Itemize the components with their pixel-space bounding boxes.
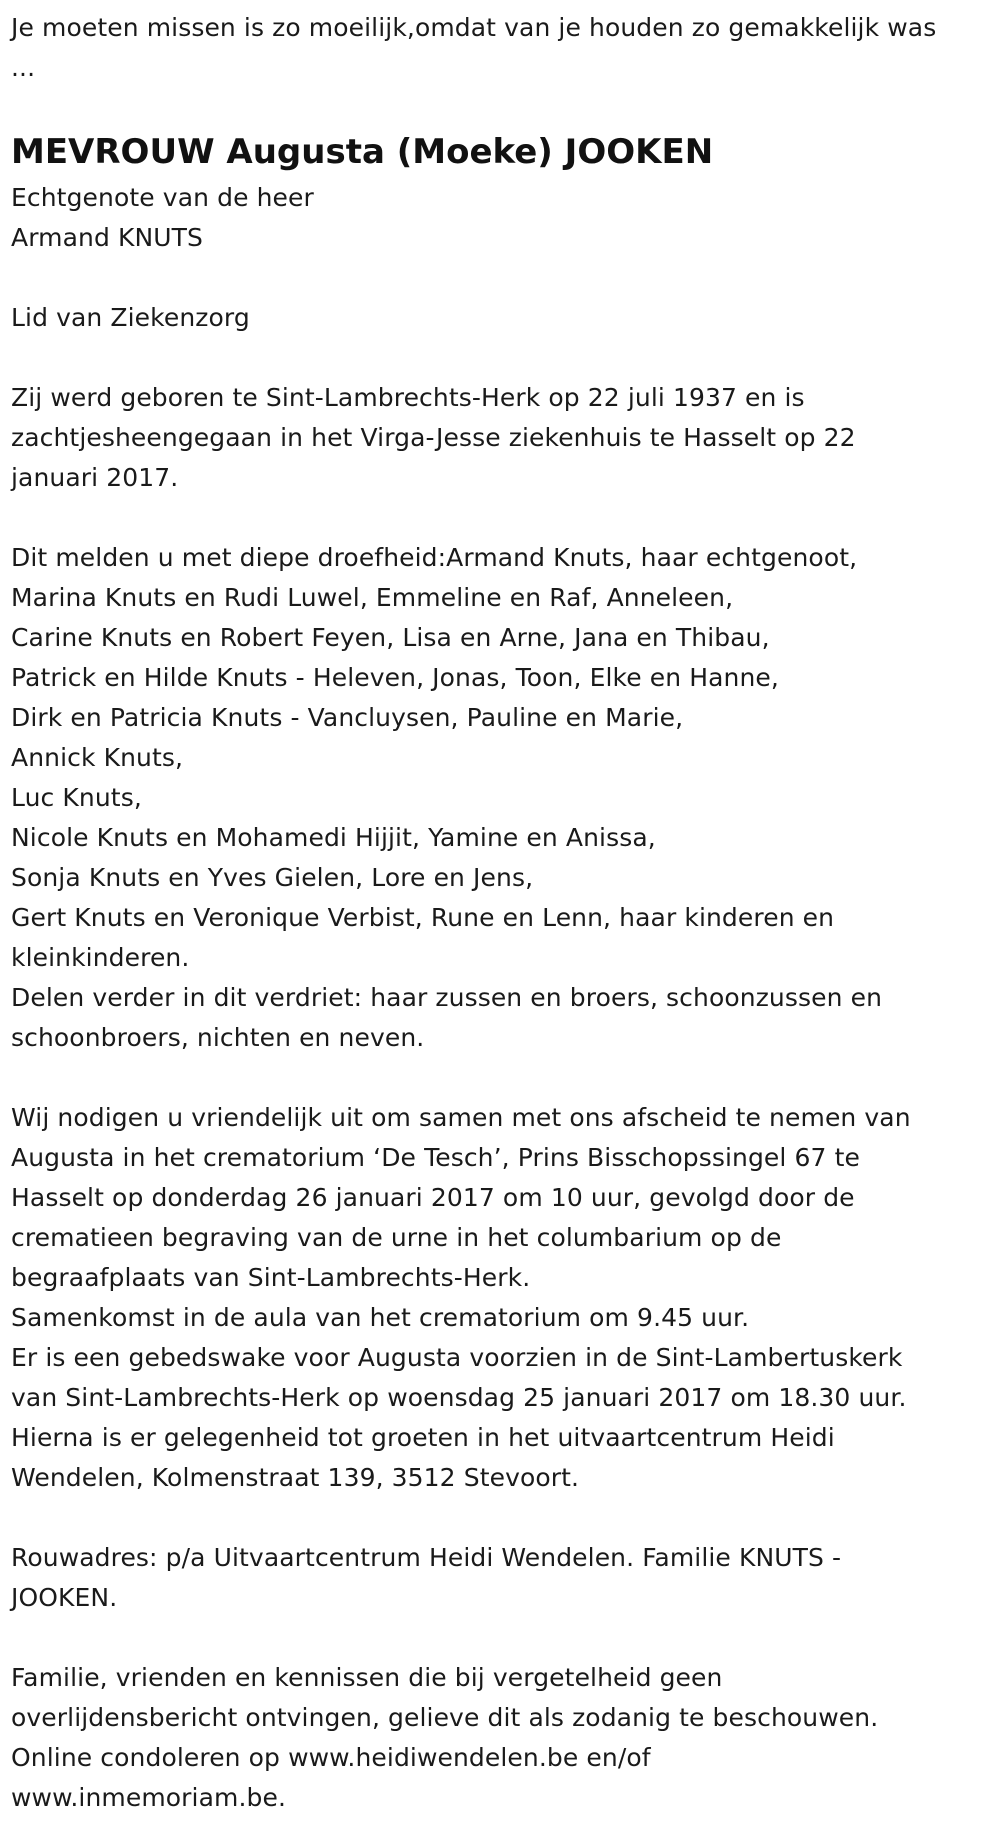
family-line: Marina Knuts en Rudi Luwel, Emmeline en Raf, Anneleen, [11, 583, 734, 612]
ceremony-line: Samenkomst in de aula van het crematorium om 9.45 uur. [11, 1303, 750, 1332]
closing-line: Online condoleren op www.heidiwendelen.be en/of [11, 1743, 651, 1772]
spouse-section [11, 178, 991, 258]
family-line: kleinkinderen. [11, 943, 190, 972]
mourning-address-line: Rouwadres: p/a Uitvaartcentrum Heidi Wendelen. Familie KNUTS - [11, 1543, 842, 1572]
family-line: schoonbroers, nichten en neven. [11, 1023, 425, 1052]
paragraph-gap [11, 338, 991, 378]
mourning-address-section [11, 1538, 991, 1618]
closing-line: Familie, vrienden en kennissen die bij vergetelheid geen [11, 1663, 723, 1692]
birth-death-line: zachtjesheengegaan in het Virga-Jesse ziekenhuis te Hasselt op 22 [11, 423, 856, 452]
ceremony-line: Hierna is er gelegenheid tot groeten in het uitvaartcentrum Heidi [11, 1423, 835, 1452]
family-line: Delen verder in dit verdriet: haar zussen en broers, schoonzussen en [11, 983, 883, 1012]
ceremony-line: Wij nodigen u vriendelijk uit om samen met ons afscheid te nemen van [11, 1103, 911, 1132]
family-line: Dit melden u met diepe droefheid:Armand Knuts, haar echtgenoot, [11, 543, 858, 572]
paragraph-gap [11, 1618, 991, 1658]
family-line: Dirk en Patricia Knuts - Vancluysen, Pauline en Marie, [11, 703, 684, 732]
closing-line: www.inmemoriam.be. [11, 1783, 287, 1812]
ceremony-line: Augusta in het crematorium ‘De Tesch’, Prins Bisschopssingel 67 te [11, 1143, 860, 1172]
ceremony-line: van Sint-Lambrechts-Herk op woensdag 25 januari 2017 om 18.30 uur. [11, 1383, 907, 1412]
opening-quote [11, 0, 991, 88]
closing-line: overlijdensbericht ontvingen, gelieve dit als zodanig te beschouwen. [11, 1703, 879, 1732]
ceremony-line: Hasselt op donderdag 26 januari 2017 om 10 uur, gevolgd door de [11, 1183, 855, 1212]
obituary-page [11, 0, 991, 1818]
closing-section [11, 1658, 991, 1818]
paragraph-gap [11, 1058, 991, 1098]
paragraph-gap [11, 498, 991, 538]
family-line: Carine Knuts en Robert Feyen, Lisa en Arne, Jana en Thibau, [11, 623, 770, 652]
spouse-line: Echtgenote van de heer [11, 183, 314, 212]
family-line: Gert Knuts en Veronique Verbist, Rune en Lenn, haar kinderen en [11, 903, 835, 932]
family-line: Patrick en Hilde Knuts - Heleven, Jonas, Toon, Elke en Hanne, [11, 663, 779, 692]
spouse-line: Armand KNUTS [11, 223, 204, 252]
paragraph-gap [11, 1498, 991, 1538]
ceremony-line: Wendelen, Kolmenstraat 139, 3512 Stevoort. [11, 1463, 580, 1492]
birth-death-section [11, 378, 991, 498]
membership-line: Lid van Ziekenzorg [11, 303, 250, 332]
family-line: Luc Knuts, [11, 783, 142, 812]
mourning-address-line: JOOKEN. [11, 1583, 118, 1612]
paragraph-gap [11, 258, 991, 298]
quote-line: Je moeten missen is zo moeilijk,omdat van je houden zo gemakkelijk was [11, 13, 937, 42]
family-line: Annick Knuts, [11, 743, 184, 772]
family-line: Nicole Knuts en Mohamedi Hijjit, Yamine en Anissa, [11, 823, 656, 852]
ceremony-line: Er is een gebedswake voor Augusta voorzien in de Sint-Lambertuskerk [11, 1343, 903, 1372]
ceremony-line: crematieen begraving van de urne in het columbarium op de [11, 1223, 782, 1252]
family-section [11, 538, 991, 1058]
birth-death-line: januari 2017. [11, 463, 179, 492]
ceremony-line: begraafplaats van Sint-Lambrechts-Herk. [11, 1263, 531, 1292]
quote-line: ... [11, 53, 36, 82]
deceased-name-title: MEVROUW Augusta (Moeke) JOOKEN [11, 132, 714, 172]
birth-death-line: Zij werd geboren te Sint-Lambrechts-Herk op 22 juli 1937 en is [11, 383, 805, 412]
ceremony-section [11, 1098, 991, 1498]
family-line: Sonja Knuts en Yves Gielen, Lore en Jens, [11, 863, 534, 892]
